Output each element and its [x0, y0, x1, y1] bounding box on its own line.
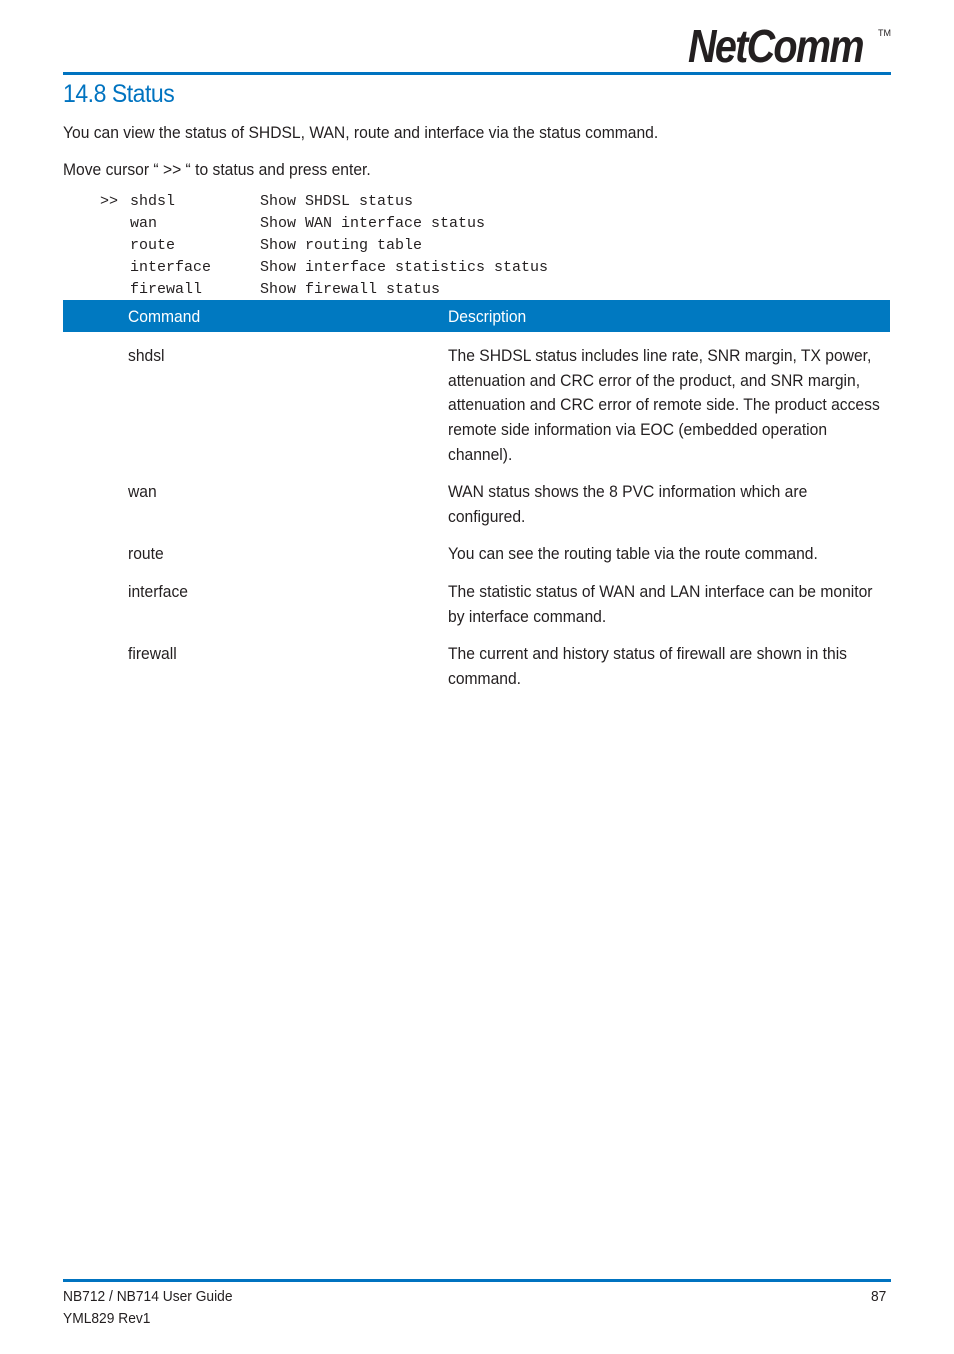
status-command-table — [63, 300, 890, 694]
description-cell: You can see the routing table via the route command. — [448, 544, 818, 563]
cursor-marker: >> — [100, 193, 119, 210]
description-cell: The SHDSL status includes line rate, SNR margin, TX power, attenuation and CRC error of the product, and SNR margin, attenuation and CRC error of remote side. The product access remote side information via EOC (embedded operation channel). — [448, 346, 880, 464]
trademark-mark: TM — [878, 28, 891, 38]
section-title: 14.8 Status — [63, 80, 175, 108]
table-row — [63, 542, 890, 580]
table-row — [63, 344, 890, 480]
table-header — [63, 300, 890, 332]
column-header-description: Description — [448, 307, 527, 326]
table-row — [63, 580, 890, 642]
code-text: Show SHDSL status — [260, 193, 414, 210]
code-text: Show routing table — [260, 237, 423, 254]
code-command: wan — [130, 215, 158, 232]
code-line — [100, 213, 548, 235]
netcomm-logo — [688, 22, 892, 70]
command-cell: wan — [128, 482, 157, 501]
code-text: Show WAN interface status — [260, 215, 486, 232]
code-command: firewall — [130, 281, 203, 298]
table-row — [63, 480, 890, 542]
footer-rule — [63, 1279, 891, 1282]
command-cell: shdsl — [128, 346, 165, 365]
footer-revision: YML829 Rev1 — [63, 1310, 151, 1327]
command-cell: firewall — [128, 644, 177, 663]
code-line — [100, 235, 548, 257]
intro-paragraph: You can view the status of SHDSL, WAN, route and interface via the status command. — [63, 123, 659, 142]
description-cell: The statistic status of WAN and LAN interface can be monitor by interface command. — [448, 582, 873, 626]
command-cell: interface — [128, 582, 188, 601]
code-command: shdsl — [130, 193, 176, 210]
code-line — [100, 279, 548, 301]
console-menu-listing — [100, 191, 548, 301]
description-cell: The current and history status of firewall are shown in this command. — [448, 644, 848, 688]
code-line — [100, 257, 548, 279]
footer-guide-title: NB712 / NB714 User Guide — [63, 1288, 233, 1305]
table-row — [63, 642, 890, 694]
code-command: route — [130, 237, 176, 254]
command-cell: route — [128, 544, 164, 563]
code-text: Show interface statistics status — [260, 259, 549, 276]
page-number: 87 — [871, 1288, 887, 1305]
brand-name: NetComm — [688, 20, 863, 72]
description-cell: WAN status shows the 8 PVC information which are configured. — [448, 482, 808, 526]
instruction-paragraph: Move cursor “ >> “ to status and press enter. — [63, 160, 371, 179]
code-text: Show firewall status — [260, 281, 441, 298]
header-rule — [63, 72, 891, 75]
code-line — [100, 191, 548, 213]
code-command: interface — [130, 259, 212, 276]
column-header-command: Command — [128, 307, 201, 326]
